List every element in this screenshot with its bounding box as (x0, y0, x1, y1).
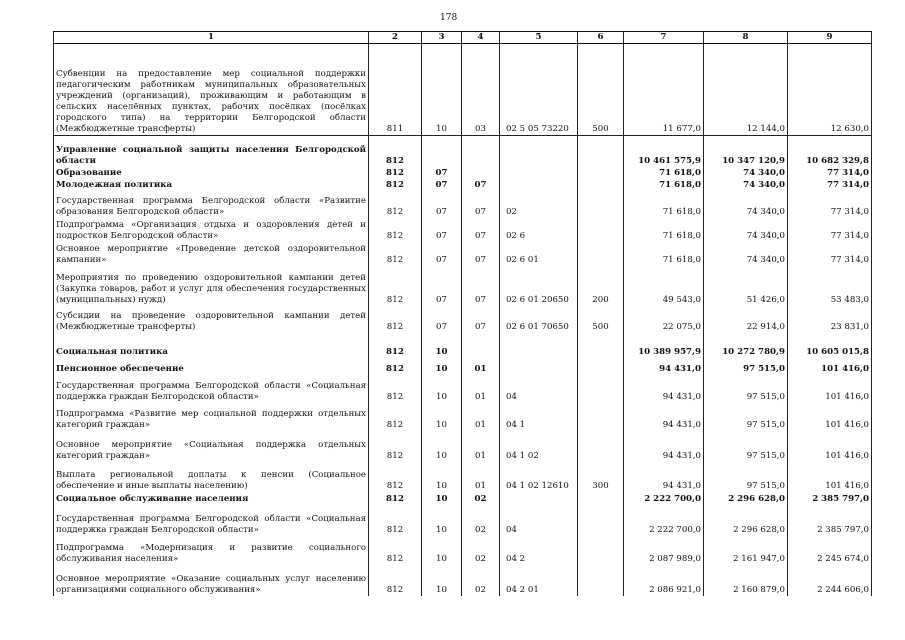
item-name: Подпрограмма «Организация отдыха и оздоровления детей и подростков Белгородской области» (54, 218, 369, 242)
amount-year-3: 77 314,0 (788, 218, 872, 242)
target-article-code: 02 (500, 191, 578, 218)
amount-year-2: 74 340,0 (704, 218, 788, 242)
subsection-code: 01 (462, 358, 500, 375)
table-row (54, 44, 872, 136)
table-row (54, 565, 872, 596)
amount-year-3: 12 630,0 (788, 44, 872, 136)
amount-year-1: 11 677,0 (624, 44, 704, 136)
amount-year-2: 97 515,0 (704, 403, 788, 431)
target-article-code: 02 6 (500, 218, 578, 242)
column-number: 6 (578, 32, 624, 44)
amount-year-3: 77 314,0 (788, 242, 872, 266)
target-article-code: 04 (500, 505, 578, 536)
amount-year-2: 97 515,0 (704, 462, 788, 492)
budget-table (53, 31, 872, 596)
amount-year-3: 77 314,0 (788, 179, 872, 191)
expense-type-code (578, 375, 624, 403)
item-name: Субсидии на проведение оздоровительной кампании детей (Межбюджетные трансферты) (54, 306, 369, 333)
receiver-code: 812 (369, 492, 422, 505)
item-name: Основное мероприятие «Проведение детской оздоровительной кампании» (54, 242, 369, 266)
section-code: 10 (422, 536, 462, 565)
amount-year-2: 2 296 628,0 (704, 492, 788, 505)
receiver-code: 812 (369, 358, 422, 375)
section-code: 07 (422, 191, 462, 218)
table-row (54, 266, 872, 306)
receiver-code: 812 (369, 375, 422, 403)
amount-year-3: 101 416,0 (788, 375, 872, 403)
amount-year-2: 2 296 628,0 (704, 505, 788, 536)
table-row (54, 218, 872, 242)
item-name: Государственная программа Белгородской области «Социальная поддержка граждан Белгородской области» (54, 505, 369, 536)
table-row (54, 462, 872, 492)
amount-year-1: 10 389 957,9 (624, 333, 704, 358)
table-row (54, 536, 872, 565)
subsection-code: 02 (462, 505, 500, 536)
receiver-code: 812 (369, 536, 422, 565)
table-row (54, 167, 872, 179)
amount-year-2: 74 340,0 (704, 167, 788, 179)
amount-year-1: 94 431,0 (624, 431, 704, 462)
amount-year-1: 94 431,0 (624, 462, 704, 492)
receiver-code: 812 (369, 191, 422, 218)
amount-year-2: 51 426,0 (704, 266, 788, 306)
amount-year-2: 97 515,0 (704, 358, 788, 375)
item-name: Государственная программа Белгородской области «Социальная поддержка граждан Белгородской области» (54, 375, 369, 403)
section-code: 10 (422, 505, 462, 536)
amount-year-1: 94 431,0 (624, 403, 704, 431)
subsection-code (462, 167, 500, 179)
column-number: 3 (422, 32, 462, 44)
section-code: 10 (422, 333, 462, 358)
target-article-code: 02 5 05 73220 (500, 44, 578, 136)
receiver-code: 812 (369, 403, 422, 431)
amount-year-2: 2 161 947,0 (704, 536, 788, 565)
amount-year-1: 2 222 700,0 (624, 505, 704, 536)
item-name: Субвенции на предоставление мер социальной поддержки педагогическим работникам муниципальных образовательных учреждений (организаций), проживающим и работающим в сельских населённых пунктах, рабочих посёлках (посёлках городского типа) на территории Белгородской области (Межбюджетные трансферты) (54, 44, 369, 136)
table-row (54, 505, 872, 536)
subsection-code: 07 (462, 191, 500, 218)
column-number: 2 (369, 32, 422, 44)
amount-year-3: 53 483,0 (788, 266, 872, 306)
subsection-code: 07 (462, 179, 500, 191)
amount-year-1: 71 618,0 (624, 179, 704, 191)
amount-year-1: 71 618,0 (624, 218, 704, 242)
amount-year-3: 77 314,0 (788, 191, 872, 218)
amount-year-1: 2 086 921,0 (624, 565, 704, 596)
target-article-code: 02 6 01 20650 (500, 266, 578, 306)
section-code: 07 (422, 266, 462, 306)
expense-type-code (578, 505, 624, 536)
item-name: Управление социальной защиты населения Белгородской области (54, 136, 369, 167)
table-row (54, 358, 872, 375)
receiver-code: 812 (369, 333, 422, 358)
expense-type-code (578, 242, 624, 266)
amount-year-2: 12 144,0 (704, 44, 788, 136)
target-article-code: 02 6 01 (500, 242, 578, 266)
target-article-code: 04 1 02 12610 (500, 462, 578, 492)
amount-year-3: 2 385 797,0 (788, 505, 872, 536)
target-article-code: 04 2 01 (500, 565, 578, 596)
expense-type-code: 500 (578, 44, 624, 136)
table-row (54, 136, 872, 167)
receiver-code: 812 (369, 136, 422, 167)
column-number: 5 (500, 32, 578, 44)
subsection-code (462, 136, 500, 167)
expense-type-code (578, 403, 624, 431)
amount-year-2: 74 340,0 (704, 179, 788, 191)
receiver-code: 812 (369, 565, 422, 596)
target-article-code (500, 167, 578, 179)
table-row (54, 375, 872, 403)
subsection-code: 07 (462, 266, 500, 306)
column-number: 1 (54, 32, 369, 44)
receiver-code: 812 (369, 462, 422, 492)
expense-type-code: 200 (578, 266, 624, 306)
item-name: Основное мероприятие «Оказание социальных услуг населению организациями социального обслуживания» (54, 565, 369, 596)
amount-year-3: 101 416,0 (788, 358, 872, 375)
expense-type-code (578, 431, 624, 462)
section-code: 07 (422, 218, 462, 242)
item-name: Государственная программа Белгородской области «Развитие образования Белгородской области» (54, 191, 369, 218)
item-name: Подпрограмма «Развитие мер социальной поддержки отдельных категорий граждан» (54, 403, 369, 431)
item-name: Пенсионное обеспечение (54, 358, 369, 375)
amount-year-3: 10 605 015,8 (788, 333, 872, 358)
amount-year-3: 2 385 797,0 (788, 492, 872, 505)
section-code: 07 (422, 306, 462, 333)
item-name: Мероприятия по проведению оздоровительной кампании детей (Закупка товаров, работ и услуг для обеспечения государственных (муниципальных) нужд) (54, 266, 369, 306)
amount-year-2: 22 914,0 (704, 306, 788, 333)
amount-year-1: 94 431,0 (624, 358, 704, 375)
section-code: 10 (422, 492, 462, 505)
item-name: Социальная политика (54, 333, 369, 358)
subsection-code: 07 (462, 242, 500, 266)
amount-year-1: 71 618,0 (624, 167, 704, 179)
column-number-row (54, 32, 872, 44)
subsection-code: 07 (462, 306, 500, 333)
item-name: Образование (54, 167, 369, 179)
target-article-code (500, 492, 578, 505)
subsection-code: 07 (462, 218, 500, 242)
amount-year-1: 2 222 700,0 (624, 492, 704, 505)
column-number: 9 (788, 32, 872, 44)
column-number: 7 (624, 32, 704, 44)
expense-type-code: 500 (578, 306, 624, 333)
section-code: 10 (422, 375, 462, 403)
amount-year-1: 71 618,0 (624, 242, 704, 266)
expense-type-code: 300 (578, 462, 624, 492)
target-article-code: 02 6 01 70650 (500, 306, 578, 333)
amount-year-1: 71 618,0 (624, 191, 704, 218)
section-code: 07 (422, 242, 462, 266)
receiver-code: 812 (369, 431, 422, 462)
expense-type-code (578, 191, 624, 218)
subsection-code (462, 333, 500, 358)
target-article-code (500, 333, 578, 358)
subsection-code: 02 (462, 492, 500, 505)
item-name: Выплата региональной доплаты к пенсии (Социальное обеспечение и иные выплаты населению) (54, 462, 369, 492)
amount-year-3: 77 314,0 (788, 167, 872, 179)
amount-year-3: 23 831,0 (788, 306, 872, 333)
receiver-code: 812 (369, 306, 422, 333)
amount-year-2: 74 340,0 (704, 242, 788, 266)
amount-year-1: 49 543,0 (624, 266, 704, 306)
target-article-code (500, 358, 578, 375)
expense-type-code (578, 536, 624, 565)
table-row (54, 306, 872, 333)
item-name: Подпрограмма «Модернизация и развитие социального обслуживания населения» (54, 536, 369, 565)
item-name: Социальное обслуживание населения (54, 492, 369, 505)
target-article-code (500, 179, 578, 191)
table-row (54, 431, 872, 462)
amount-year-3: 2 245 674,0 (788, 536, 872, 565)
subsection-code: 01 (462, 403, 500, 431)
expense-type-code (578, 565, 624, 596)
subsection-code: 02 (462, 565, 500, 596)
item-name: Основное мероприятие «Социальная поддержка отдельных категорий граждан» (54, 431, 369, 462)
amount-year-1: 22 075,0 (624, 306, 704, 333)
amount-year-2: 74 340,0 (704, 191, 788, 218)
section-code: 10 (422, 358, 462, 375)
column-number: 8 (704, 32, 788, 44)
expense-type-code (578, 218, 624, 242)
section-code: 10 (422, 403, 462, 431)
column-number: 4 (462, 32, 500, 44)
subsection-code: 01 (462, 462, 500, 492)
table-row (54, 191, 872, 218)
amount-year-2: 97 515,0 (704, 375, 788, 403)
section-code: 10 (422, 462, 462, 492)
table-row (54, 179, 872, 191)
expense-type-code (578, 333, 624, 358)
amount-year-3: 101 416,0 (788, 431, 872, 462)
amount-year-1: 2 087 989,0 (624, 536, 704, 565)
target-article-code (500, 136, 578, 167)
table-row (54, 333, 872, 358)
amount-year-3: 2 244 606,0 (788, 565, 872, 596)
receiver-code: 812 (369, 179, 422, 191)
table-row (54, 492, 872, 505)
receiver-code: 812 (369, 218, 422, 242)
section-code: 07 (422, 167, 462, 179)
amount-year-2: 2 160 879,0 (704, 565, 788, 596)
table-row (54, 403, 872, 431)
table-row (54, 242, 872, 266)
target-article-code: 04 1 (500, 403, 578, 431)
amount-year-3: 101 416,0 (788, 403, 872, 431)
target-article-code: 04 1 02 (500, 431, 578, 462)
receiver-code: 811 (369, 44, 422, 136)
receiver-code: 812 (369, 167, 422, 179)
receiver-code: 812 (369, 242, 422, 266)
amount-year-3: 101 416,0 (788, 462, 872, 492)
receiver-code: 812 (369, 266, 422, 306)
target-article-code: 04 (500, 375, 578, 403)
amount-year-3: 10 682 329,8 (788, 136, 872, 167)
amount-year-1: 94 431,0 (624, 375, 704, 403)
page-number: 178 (440, 13, 458, 23)
expense-type-code (578, 492, 624, 505)
section-code: 10 (422, 431, 462, 462)
target-article-code: 04 2 (500, 536, 578, 565)
amount-year-2: 10 347 120,9 (704, 136, 788, 167)
subsection-code: 02 (462, 536, 500, 565)
expense-type-code (578, 136, 624, 167)
expense-type-code (578, 179, 624, 191)
section-code: 10 (422, 44, 462, 136)
item-name: Молодежная политика (54, 179, 369, 191)
expense-type-code (578, 358, 624, 375)
receiver-code: 812 (369, 505, 422, 536)
expense-type-code (578, 167, 624, 179)
section-code: 10 (422, 565, 462, 596)
subsection-code: 01 (462, 375, 500, 403)
section-code (422, 136, 462, 167)
amount-year-1: 10 461 575,9 (624, 136, 704, 167)
subsection-code: 01 (462, 431, 500, 462)
amount-year-2: 10 272 780,9 (704, 333, 788, 358)
section-code: 07 (422, 179, 462, 191)
subsection-code: 03 (462, 44, 500, 136)
amount-year-2: 97 515,0 (704, 431, 788, 462)
